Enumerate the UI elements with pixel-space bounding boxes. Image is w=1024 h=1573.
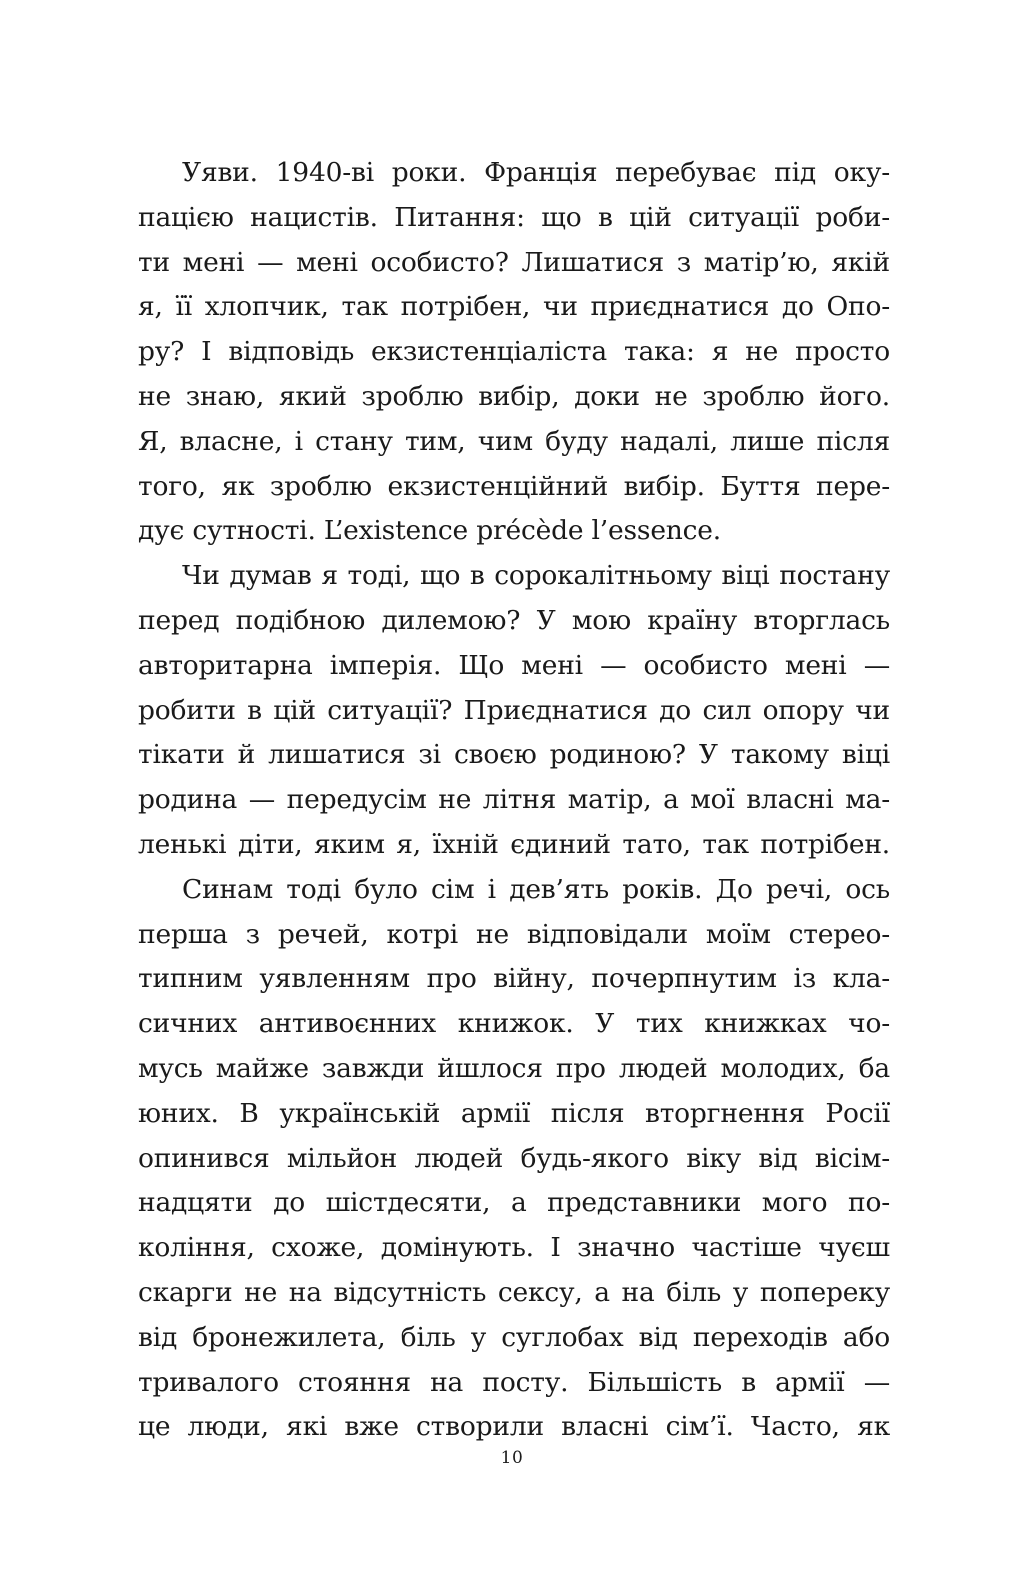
text-line: від бронежилета, біль у суглобах від переходів або <box>138 1321 890 1353</box>
text-line: сичних антивоєнних книжок. У тих книжках чо- <box>138 1008 890 1040</box>
paragraph-2 <box>138 554 890 868</box>
text-line: тікати й лишатися зі своєю родиною? У такому віці <box>138 739 890 771</box>
text-line: ти мені — мені особисто? Лишатися з матір’ю, якій <box>138 246 890 278</box>
text-line: Синам тоді було сім і дев’ять років. До речі, ось <box>182 873 890 905</box>
text-line: Я, власне, і стану тим, чим буду надалі, лише після <box>138 425 890 457</box>
text-line: надцяти до шістдесяти, а представники мого по- <box>138 1187 890 1219</box>
text-line: опинився мільйон людей будь-якого віку від вісім- <box>138 1142 890 1174</box>
text-line: не знаю, який зроблю вибір, доки не зроблю його. <box>138 380 890 412</box>
text-line: дує сутності. L’existence précède l’essence. <box>138 515 722 547</box>
text-line: типним уявленням про війну, почерпнутим із кла- <box>138 963 890 995</box>
text-line: ленькі діти, яким я, їхній єдиний тато, так потрібен. <box>138 828 890 860</box>
text-line: пацією нацистів. Питання: що в цій ситуації роби- <box>138 201 890 233</box>
text-line: перша з речей, котрі не відповідали моїм стерео- <box>138 918 890 950</box>
text-line: скарги не на відсутність сексу, а на біль у попереку <box>138 1276 890 1308</box>
text-line: авторитарна імперія. Що мені — особисто мені — <box>138 649 890 681</box>
text-line: мусь майже завжди йшлося про людей молодих, ба <box>138 1052 890 1084</box>
paragraph-1 <box>138 151 890 554</box>
text-line: тривалого стояння на посту. Більшість в армії — <box>138 1366 890 1398</box>
page-number: 10 <box>500 1448 524 1468</box>
text-line: коління, схоже, домінують. І значно частіше чуєш <box>138 1232 890 1264</box>
text-line: родина — передусім не літня матір, а мої власні ма- <box>138 784 890 816</box>
text-line: того, як зроблю екзистенційний вибір. Буття пере- <box>138 470 890 502</box>
text-line: це люди, які вже створили власні сім’ї. Часто, як <box>138 1411 890 1443</box>
text-line: Чи думав я тоді, що в сорокалітньому віці постану <box>182 560 890 592</box>
text-line: я, її хлопчик, так потрібен, чи приєднатися до Опо- <box>138 291 890 323</box>
body-text <box>138 151 890 1450</box>
text-line: юних. В українській армії після вторгнення Росії <box>138 1097 890 1129</box>
text-line: робити в цій ситуації? Приєднатися до сил опору чи <box>138 694 890 726</box>
text-line: ру? І відповідь екзистенціаліста така: я не просто <box>138 336 890 368</box>
text-line: Уяви. 1940-ві роки. Франція перебуває під оку- <box>182 157 890 188</box>
text-line: перед подібною дилемою? У мою країну вторглась <box>138 604 890 636</box>
paragraph-3 <box>138 868 890 1450</box>
